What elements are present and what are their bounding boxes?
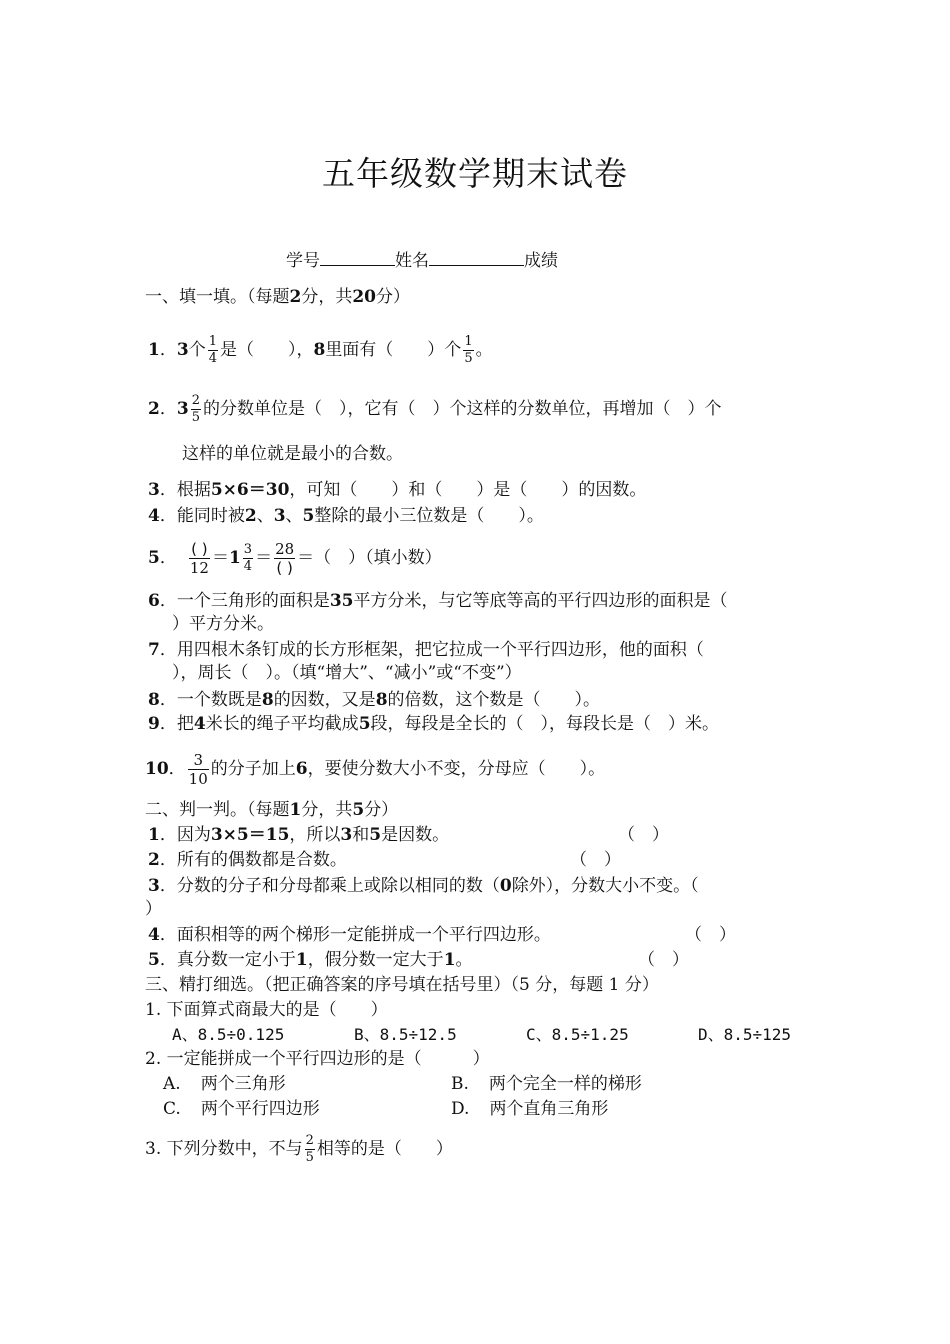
s3-q1-option-a[interactable]: A、8.5÷0.125 [172, 1025, 285, 1044]
student-name-blank[interactable] [429, 251, 524, 266]
s1-question-4: 4．能同时被2、3、5整除的最小三位数是（ ）。 [148, 506, 544, 526]
s2-q2-answer-paren[interactable]: （ ） [570, 850, 621, 870]
s2-question-2: 2．所有的偶数都是合数。 [148, 850, 347, 870]
s3-question-3: 3. 下列分数中，不与 $\frac{2}{5}$ 相等的是（ ） [145, 1133, 453, 1165]
s2-q4-answer-paren[interactable]: （ ） [685, 925, 736, 945]
page-title: 五年级数学期末试卷 [322, 154, 628, 193]
fraction-1-4: $\frac{1}{4}$ [208, 334, 217, 366]
s2-q5-answer-paren[interactable]: （ ） [638, 950, 689, 970]
s1-question-2: 2．3 $\frac{2}{5}$ 的分数单位是（ ），它有（ ）个这样的分数单位，再增加（ ）个 [148, 393, 722, 425]
s3-q2-option-a[interactable]: A. 两个三角形 [163, 1074, 286, 1094]
s1-question-1: 1．3个 $\frac{1}{4}$ 是（ ），8里面有（ ）个 $\frac{1}{5}$ 。 [148, 334, 493, 366]
s2-question-3-cont: ） [145, 899, 162, 919]
s1-question-8: 8．一个数既是8的因数，又是8的倍数，这个数是（ ）。 [148, 690, 601, 710]
score-label: 成绩 [524, 251, 558, 271]
s1-question-2-cont: 这样的单位就是最小的合数。 [182, 444, 403, 464]
fraction-28-blank: $\frac{28}{( )}$ [275, 540, 295, 577]
s2-q1-answer-paren[interactable]: （ ） [618, 825, 669, 845]
fraction-3-4: $\frac{3}{4}$ [243, 542, 253, 574]
s2-question-3: 3．分数的分子和分母都乘上或除以相同的数（0除外），分数大小不变。（ [148, 876, 699, 896]
section-1-heading: 一、填一填。（每题2分，共20分） [145, 287, 411, 307]
s1-question-6: 6．一个三角形的面积是35平方分米，与它等底等高的平行四边形的面积是（ [148, 591, 728, 611]
s3-question-1: 1. 下面算式商最大的是（ ） [145, 1000, 388, 1020]
fraction-3-10: $\frac{3}{10}$ [188, 751, 208, 788]
student-id-blank[interactable] [320, 251, 395, 266]
student-name-label: 姓名 [395, 251, 429, 271]
s1-question-5: 5． $\frac{( )}{12}$ ＝1 $\frac{3}{4}$ ＝ $\frac{28}{( )}$ ＝（ ）（填小数） [148, 540, 442, 577]
fraction-2-5-b: $\frac{2}{5}$ [305, 1133, 314, 1165]
section-3-heading: 三、精打细选。（把正确答案的序号填在括号里）（5 分，每题 1 分） [145, 975, 659, 995]
section-2-heading: 二、判一判。（每题1分，共5分） [145, 800, 399, 820]
s2-question-4: 4．面积相等的两个梯形一定能拼成一个平行四边形。 [148, 925, 551, 945]
s2-question-1: 1．因为3×5＝15，所以3和5是因数。 [148, 825, 450, 845]
student-info-row [286, 251, 558, 271]
s3-q1-option-d[interactable]: D、8.5÷125 [698, 1025, 792, 1044]
fraction-2-5: $\frac{2}{5}$ [191, 393, 200, 425]
s1-question-3: 3．根据5×6＝30，可知（ ）和（ ）是（ ）的因数。 [148, 480, 647, 500]
s1-question-6-cont: ）平方分米。 [172, 614, 274, 634]
s1-question-9: 9．把4米长的绳子平均截成5段，每段是全长的（ ），每段长是（ ）米。 [148, 714, 720, 734]
s1-question-7: 7．用四根木条钉成的长方形框架，把它拉成一个平行四边形，他的面积（ [148, 640, 704, 660]
student-id-label: 学号 [286, 251, 320, 271]
s3-q1-option-b[interactable]: B、8.5÷12.5 [354, 1025, 457, 1044]
fraction-1-5: $\frac{1}{5}$ [464, 334, 473, 366]
fraction-blank-12: $\frac{( )}{12}$ [189, 540, 209, 577]
s3-question-2: 2. 一定能拼成一个平行四边形的是（ ） [145, 1049, 490, 1069]
s3-q2-option-d[interactable]: D. 两个直角三角形 [451, 1099, 609, 1119]
s2-question-5: 5．真分数一定小于1，假分数一定大于1。 [148, 950, 473, 970]
s1-question-10: 10． $\frac{3}{10}$ 的分子加上6，要使分数大小不变，分母应（ ）。 [145, 751, 606, 788]
s1-question-7-cont: ），周长（ ）。（填“增大”、“减小”或“不变”） [172, 663, 522, 683]
s3-q2-option-b[interactable]: B. 两个完全一样的梯形 [451, 1074, 642, 1094]
s3-q2-option-c[interactable]: C. 两个平行四边形 [163, 1099, 320, 1119]
s3-q1-option-c[interactable]: C、8.5÷1.25 [526, 1025, 629, 1044]
